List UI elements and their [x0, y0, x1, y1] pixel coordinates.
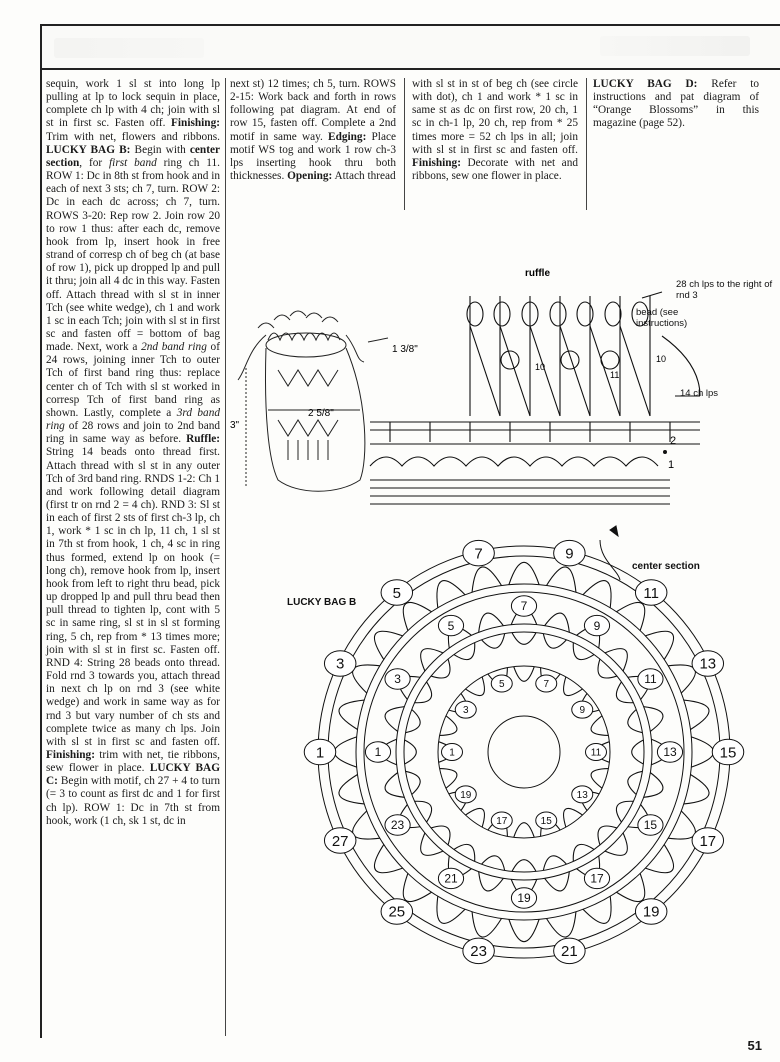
chain-loop	[385, 773, 404, 798]
chain-loop	[632, 740, 644, 764]
dim-width: 2 5/8"	[308, 408, 334, 419]
loop-number: 7	[543, 679, 550, 691]
chain-loop	[512, 860, 536, 872]
loop-number: 19	[642, 903, 660, 921]
ruffle-inner-num: 10	[535, 362, 546, 372]
text-run: Refer to instructions and pat diagram of “Orange Blossoms” in this magazine (page 52).	[593, 78, 759, 130]
chain-loop	[573, 844, 594, 861]
loop-number: 15	[540, 815, 552, 827]
chain-loop	[668, 665, 695, 693]
loop-number: 9	[565, 545, 574, 563]
loop-number: 15	[643, 818, 658, 833]
chain-loop	[644, 773, 663, 798]
bold-heading: Finishing:	[412, 156, 461, 169]
loop-number: 17	[590, 871, 604, 886]
chain-loop	[437, 581, 465, 608]
text-run: Trim with net, flowers and ribbons.	[46, 130, 220, 143]
chain-loop	[415, 682, 432, 703]
text-run: Begin with motif, ch 27 + 4 to turn (= 3 to count as first dc and 1 for first ch lp). ROW 1: Dc in 7th st from hook, work (1 ch, sk 1 st, dc in	[46, 775, 220, 827]
chain-loop	[598, 659, 617, 678]
loop-number: 3	[462, 705, 469, 717]
loop-number: 3	[336, 655, 345, 673]
paragraph	[593, 78, 759, 131]
chain-loop	[403, 873, 431, 901]
text-run: of 28 rows and join to 2nd band ring in same way as before.	[46, 420, 220, 446]
chain-loop	[454, 844, 475, 861]
dim-side: 1 3/8"	[392, 344, 418, 355]
text-run: , for	[79, 156, 110, 169]
ruffle-row-1: 1	[668, 459, 675, 471]
ruffle-inner-num: 10	[656, 354, 667, 364]
text-run: Place motif WS tog and work 1 row ch-3 lps inserting hook thru both thicknesses.	[230, 130, 396, 183]
chain-loop	[334, 737, 356, 767]
loop-number: 25	[388, 903, 406, 921]
chain-loop	[509, 919, 539, 941]
chain-loop	[405, 740, 417, 764]
chain-loop	[512, 633, 536, 645]
chain-loop	[645, 845, 673, 873]
bold-heading: Finishing:	[46, 748, 95, 761]
chain-loop	[385, 707, 404, 732]
italic-term: 3rd band ring	[46, 406, 220, 433]
bold-heading: center section	[46, 143, 220, 169]
chain-loop	[645, 631, 673, 659]
center-section-diagram	[300, 540, 750, 970]
loop-number: 5	[447, 618, 455, 633]
italic-term: 2nd band ring	[141, 341, 207, 354]
column-rule	[586, 78, 587, 210]
ruffle-title: ruffle	[525, 268, 550, 279]
text-run: Attach thread	[332, 170, 396, 183]
chain-loop	[454, 643, 475, 660]
chain-loop	[353, 665, 380, 693]
chain-loop	[421, 649, 443, 671]
text-run: ring ch 11. ROW 1: Dc in 8th st from hook and in each of next 3 sts; ch 7, turn. ROW 2: Dc in each dc across; ch 7, turn. ROWS 3-20: Rep row 2. Join row 20 to row 1 thus: after each dc, remove hook from lp, insert hook in free strand of corresp ch of beg ch (at base of row 1), pick up dropped lp and pull it thru; join all 4 dc in this way. Fasten off. Attach thread with sl st in inner Tch (see white wedge), ch 1 and work 1 sc in each Tch; join with sl st in first sc and fasten off = bottom of bag made. Next, work a	[46, 156, 220, 354]
text-column-1	[46, 78, 220, 828]
chain-loop	[479, 872, 504, 891]
loop-number: 17	[699, 832, 717, 850]
loop-number: 17	[496, 815, 508, 827]
chain-loop	[437, 896, 465, 923]
chain-loop	[605, 649, 627, 671]
loop-number: 11	[644, 672, 657, 687]
ruffle-inner-num: 11	[610, 370, 620, 380]
text-run: sequin, work 1 sl st into long lp pulling at lp to lock sequin in place, complete ch lp with 4 ch; join with sl st in first sc. Fasten off.	[46, 78, 220, 130]
paragraph	[46, 78, 220, 828]
column-rule	[225, 78, 226, 1036]
column-rule	[404, 78, 405, 210]
bold-heading: LUCKY BAG B:	[46, 143, 131, 156]
chain-loop	[583, 896, 611, 923]
chain-loop	[573, 643, 594, 660]
chain-loop	[431, 826, 450, 845]
chain-loop	[403, 602, 431, 630]
chain-loop	[479, 613, 504, 632]
bold-heading: LUCKY BAG C:	[46, 762, 220, 788]
italic-term: first band	[109, 156, 157, 169]
loop-number: 15	[719, 744, 737, 762]
loop-number: 13	[663, 745, 677, 760]
lucky-bag-b-title: LUCKY BAG B	[287, 597, 357, 608]
label-bead: bead (see instructions)	[636, 307, 688, 329]
bold-heading: Finishing:	[171, 117, 220, 130]
loop-number: 7	[474, 545, 483, 563]
bold-heading: Ruffle:	[186, 433, 220, 446]
chain-loop	[509, 562, 539, 584]
loop-number: 23	[390, 818, 405, 833]
text-run: Decorate with net and ribbons, sew one flower in place.	[412, 156, 578, 183]
chain-loop	[691, 737, 713, 767]
chain-loop	[545, 872, 570, 891]
chain-loop	[374, 845, 402, 873]
text-run: Begin with	[130, 143, 190, 156]
chain-loop	[353, 811, 380, 839]
text-run: with sl st in st of beg ch (see circle with dot), ch 1 and work * 1 sc in same st as dc on first row, 20 ch, 1 sc in ch-1 lp, 20 ch, rep from * 25 times more = 52 ch lps in all; join with sl st in first sc and fasten off.	[412, 78, 578, 156]
loop-number: 1	[315, 744, 325, 762]
chain-loop	[605, 833, 627, 855]
chain-loop	[421, 833, 443, 855]
text-column-4	[593, 78, 759, 131]
paragraph	[412, 78, 578, 183]
dim-height: 3"	[230, 420, 240, 431]
ruffle-diagram	[370, 266, 780, 526]
loop-number: 19	[460, 789, 472, 801]
text-run: next st) 12 times; ch 5, turn. ROWS 2-15: Work back and forth in rows following pat diagram. At end of row 15, fasten off. Complete a 2nd motif in same way.	[230, 78, 396, 143]
page-number: 51	[747, 1038, 762, 1053]
chain-loop	[617, 873, 645, 901]
loop-number: 7	[520, 599, 528, 614]
bold-heading: Edging:	[328, 130, 367, 143]
loop-number: 21	[561, 943, 578, 961]
loop-number: 13	[699, 655, 717, 673]
chain-loop	[431, 659, 450, 678]
ruffle-row-2: 2	[670, 435, 677, 447]
chain-loop	[514, 823, 535, 838]
loop-number: 9	[579, 705, 586, 717]
text-column-3	[412, 78, 578, 183]
bold-heading: Opening:	[287, 170, 333, 183]
text-run: String 14 beads onto thread first. Attach thread with sl st in any outer Tch of 3rd band ring. RNDS 1-2: Ch 1 and work following detail diagram (first tr on rnd 2 = 4 ch). RND 3: Sl st in each of first 2 sts of first ch-3 lp, ch 1, work * 1 sc in ch lp, 11 ch, 1 sl st in 7th st from hook, 1 ch, 4 sc in ring thus formed, extend lp on hook (= long ch), remove hook from lp, insert hook from left to right thru bead, pick up dropped lp and pull thru bead then pull thread to tighten lp, cont with 5 sc in same ring, sl st in sl st forming ring, 5 ch, rep from * 13 times more; join with sl st in first sc. Fasten off. RND 4: String 28 beads onto thread. Fold rnd 3 towards you, attach thread in next ch lp on rnd 3 (see white wedge) and work in same way as for rnd 3 but vary number of ch sts and complete twice as many ch lps. Join with sl st in first sc and fasten off.	[46, 446, 220, 748]
loop-number: 11	[590, 747, 602, 759]
text-run: trim with net, tie ribbons, sew flower in place.	[46, 748, 220, 775]
center-section-title: center section	[632, 561, 700, 572]
loop-number: 3	[394, 672, 401, 687]
chain-loop	[374, 631, 402, 659]
bold-heading: LUCKY BAG D:	[593, 78, 698, 90]
label-28-ch-lps: 28 ch lps to the right of rnd 3	[676, 279, 773, 301]
chain-loop	[616, 801, 633, 822]
loop-number: 27	[331, 832, 349, 850]
loop-number: 9	[593, 618, 601, 633]
chain-loop	[668, 811, 695, 839]
chain-loop	[598, 826, 617, 845]
loop-number: 5	[392, 584, 401, 602]
loop-number: 11	[643, 584, 659, 602]
loop-number: 21	[444, 871, 458, 886]
chain-loop	[415, 801, 432, 822]
loop-number: 13	[576, 789, 588, 801]
paragraph	[230, 78, 396, 183]
chain-loop	[545, 613, 570, 632]
loop-number: 23	[470, 943, 487, 961]
loop-number: 19	[517, 891, 531, 906]
text-column-2	[230, 78, 396, 183]
label-14-ch-lps: 14 ch lps	[680, 388, 719, 399]
chain-loop	[644, 707, 663, 732]
chain-loop	[583, 581, 611, 608]
text-run: of 24 rows, joining inner Tch to outer Tch of first band ring thus: replace center ch of Tch with sl st worked in corresp Tch of first band ring as shown. Lastly, complete a	[46, 341, 220, 419]
loop-number: 5	[498, 679, 505, 691]
loop-number: 1	[449, 747, 455, 759]
loop-number: 1	[374, 745, 382, 760]
chain-loop	[514, 667, 535, 682]
chain-loop	[617, 602, 645, 630]
chain-loop	[616, 682, 633, 703]
